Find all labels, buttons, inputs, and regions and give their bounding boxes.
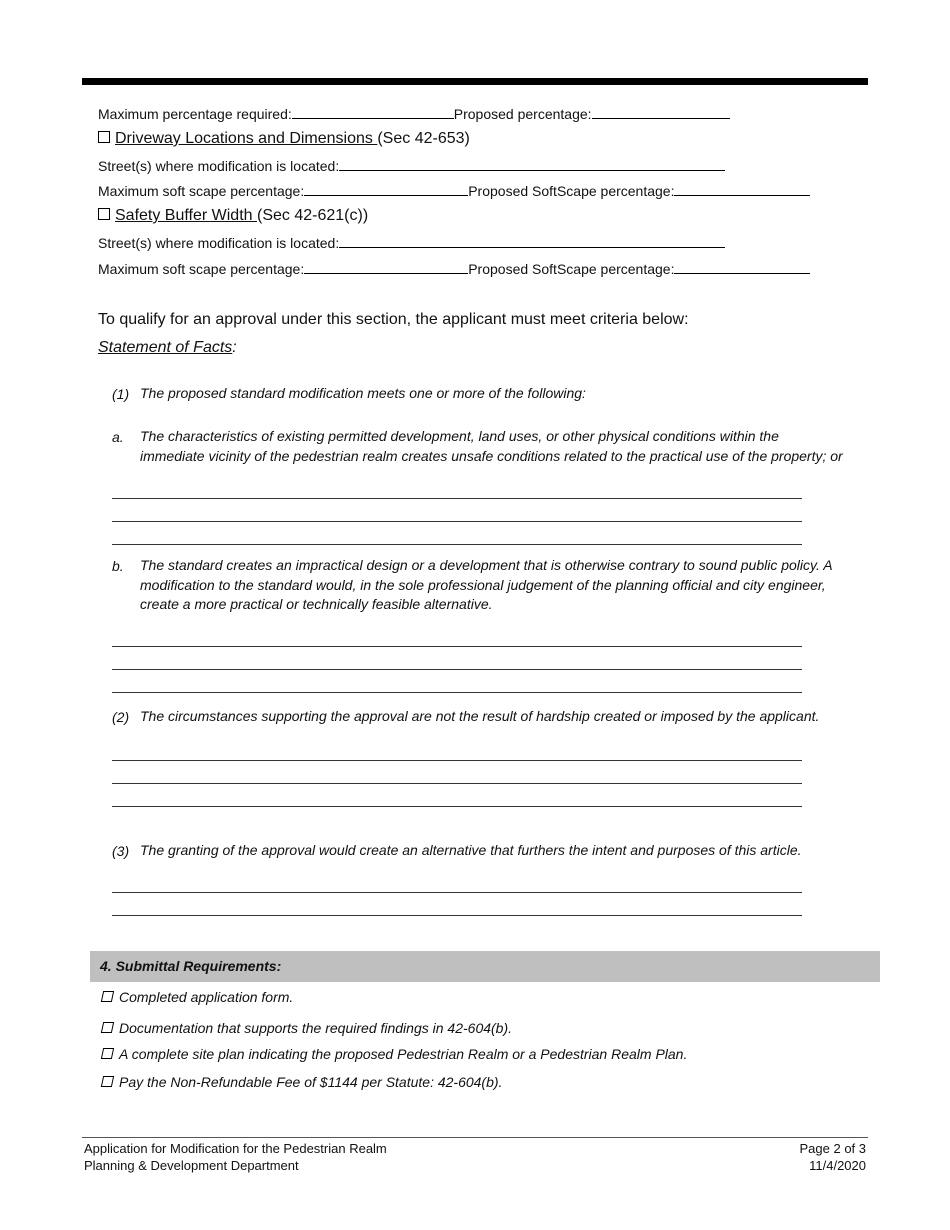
- driveway-street-row: [98, 156, 725, 174]
- submittal-item-label: Documentation that supports the required findings in 42-604(b).: [119, 1020, 513, 1036]
- answer-line[interactable]: [112, 760, 802, 761]
- criterion-2-number: (2): [112, 709, 130, 725]
- criterion-b-text: [140, 556, 833, 615]
- criterion-1-text: The proposed standard modification meets one or more of the following:: [140, 385, 586, 401]
- driveway-soft-max-field[interactable]: [304, 181, 468, 196]
- statement-colon: :: [232, 339, 237, 356]
- driveway-soft-prop-field[interactable]: [674, 181, 810, 196]
- answer-line[interactable]: [112, 521, 802, 522]
- safety-section: (Sec 42-621(c)): [257, 207, 369, 224]
- max-percentage-row: [98, 104, 730, 122]
- criterion-b-line-1: The standard creates an impractical design or a development that is otherwise contrary to sound public policy. A: [140, 557, 833, 573]
- driveway-street-field[interactable]: [339, 156, 725, 171]
- driveway-option: [98, 130, 470, 148]
- qualify-text: To qualify for an approval under this section, the applicant must meet criteria below:: [98, 311, 689, 328]
- submittal-item: [102, 989, 293, 1005]
- safety-soft-max-field[interactable]: [304, 259, 468, 274]
- criterion-1-number: (1): [112, 386, 130, 402]
- criterion-3-number: (3): [112, 843, 130, 859]
- safety-option: [98, 207, 368, 225]
- criterion-a-number: a.: [112, 429, 124, 445]
- driveway-title: Driveway Locations and Dimensions: [115, 130, 378, 147]
- answer-line[interactable]: [112, 692, 802, 693]
- footer-department: Planning & Development Department: [84, 1158, 299, 1173]
- answer-line[interactable]: [112, 544, 802, 545]
- submittal-item-label: Completed application form.: [119, 989, 294, 1005]
- criterion-3-text: The granting of the approval would create an alternative that furthers the intent and purposes of this article.: [140, 842, 802, 858]
- answer-line[interactable]: [112, 498, 802, 499]
- answer-line[interactable]: [112, 915, 802, 916]
- safety-soft-prop-field[interactable]: [674, 259, 810, 274]
- submittal-item: [102, 1074, 502, 1090]
- driveway-section: (Sec 42-653): [377, 130, 470, 147]
- soft-prop-label: Proposed SoftScape percentage:: [468, 261, 675, 277]
- submittal-checkbox[interactable]: [101, 991, 114, 1002]
- soft-max-label: Maximum soft scape percentage:: [98, 261, 305, 277]
- answer-line[interactable]: [112, 646, 802, 647]
- footer-date: 11/4/2020: [809, 1158, 866, 1173]
- proposed-percentage-field[interactable]: [592, 104, 730, 119]
- footer-title: Application for Modification for the Pedestrian Realm: [84, 1141, 387, 1156]
- criterion-a-text: [140, 427, 843, 466]
- driveway-checkbox[interactable]: [98, 131, 110, 143]
- street-label: Street(s) where modification is located:: [98, 235, 340, 251]
- submittal-item-label: Pay the Non-Refundable Fee of $1144 per Statute: 42-604(b).: [119, 1074, 503, 1090]
- max-percentage-label: Maximum percentage required:: [98, 106, 292, 122]
- submittal-heading-bar: [90, 951, 880, 982]
- submittal-item: [102, 1020, 512, 1036]
- submittal-item-label: A complete site plan indicating the proposed Pedestrian Realm or a Pedestrian Realm Plan.: [119, 1046, 688, 1062]
- safety-street-field[interactable]: [339, 233, 725, 248]
- submittal-heading: 4. Submittal Requirements:: [100, 958, 282, 974]
- safety-softscape-row: [98, 259, 810, 277]
- soft-prop-label: Proposed SoftScape percentage:: [468, 183, 675, 199]
- safety-checkbox[interactable]: [98, 208, 110, 220]
- criterion-b-line-3: create a more practical or technically feasible alternative.: [140, 596, 493, 612]
- criterion-b-line-2: modification to the standard would, in the sole professional judgement of the planning official and city engineer,: [140, 576, 826, 593]
- answer-line[interactable]: [112, 806, 802, 807]
- criterion-a-line-1: The characteristics of existing permitted development, land uses, or other physical conditions within the: [140, 428, 779, 444]
- soft-max-label: Maximum soft scape percentage:: [98, 183, 305, 199]
- street-label: Street(s) where modification is located:: [98, 158, 340, 174]
- footer-rule: [82, 1137, 868, 1138]
- criterion-2-text: The circumstances supporting the approval are not the result of hardship created or imposed by the applicant.: [140, 708, 820, 724]
- answer-line[interactable]: [112, 892, 802, 893]
- criterion-b-number: b.: [112, 558, 124, 574]
- submittal-checkbox[interactable]: [101, 1076, 114, 1087]
- submittal-item: [102, 1046, 687, 1062]
- answer-line[interactable]: [112, 783, 802, 784]
- footer-page: Page 2 of 3: [799, 1141, 866, 1156]
- criterion-a-line-2: immediate vicinity of the pedestrian realm creates unsafe conditions related to the practical use of the property; or: [140, 447, 843, 464]
- statement-heading: [98, 339, 237, 357]
- driveway-softscape-row: [98, 181, 810, 199]
- answer-line[interactable]: [112, 669, 802, 670]
- submittal-checkbox[interactable]: [101, 1048, 114, 1059]
- max-percentage-field[interactable]: [292, 104, 454, 119]
- safety-title: Safety Buffer Width: [115, 207, 257, 224]
- header-rule: [82, 78, 868, 85]
- statement-title: Statement of Facts: [98, 339, 233, 356]
- safety-street-row: [98, 233, 725, 251]
- proposed-percentage-label: Proposed percentage:: [453, 106, 592, 122]
- submittal-checkbox[interactable]: [101, 1022, 114, 1033]
